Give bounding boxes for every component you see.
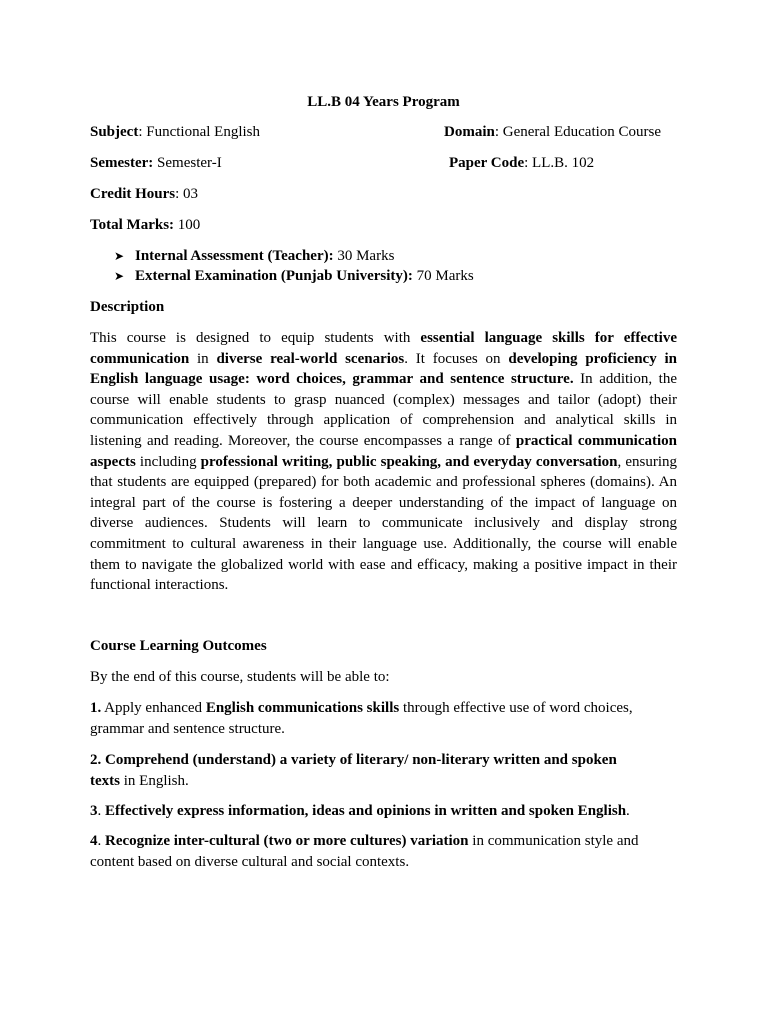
description-paragraph: This course is designed to equip students with essential language skills for effective communication in diverse real-world scenarios. It focuses on developing proficiency in English language usage: word choices, grammar and sentence structure. In addition, the course will enable students to grasp nuanced (complex) messages and tailor (adopt) their communication effectively through application of comprehension and analytical skills in listening and reading. Moreover, the course encompasses a range of practical communication aspects including professional writing, public speaking, and everyday conversation, ensuring that students are equipped (prepared) for both academic and professional spheres (domains). An integral part of the course is fostering a deeper understanding of the impact of language on diverse audiences. Students will learn to communicate inclusively and display strong commitment to cultural awareness in their language use. Additionally, the course will enable them to navigate the globalized world with ease and efficacy, making a positive impact in their functional interactions. [90,330,678,594]
total-marks-value: 100 [174,217,201,233]
credit-hours-value: : 03 [175,186,199,202]
domain-label: Domain [444,124,495,140]
outcome-item: 4. Recognize inter-cultural (two or more cultures) variation in communication style and content based on diverse cultural and social contexts. [90,833,639,870]
semester-label: Semester: [90,155,154,171]
outcomes-heading: Course Learning Outcomes [90,638,267,654]
assessment-value: 70 Marks [412,268,474,284]
paper-code-line [449,154,594,172]
assessment-item [114,266,474,286]
semester-value: Semester-I [153,155,222,171]
outcome-item: 3. Effectively express information, ideas and opinions in written and spoken English. [90,803,630,819]
paper-code-value: : LL.B. 102 [524,155,595,171]
credit-hours-line [90,185,198,203]
credit-hours-label: Credit Hours [90,186,176,202]
subject-value: : Functional English [138,124,261,140]
outcomes-intro: By the end of this course, students will be able to: [90,669,390,685]
total-marks-label: Total Marks: [90,217,175,233]
total-marks-line [90,216,200,234]
subject-label: Subject [90,124,139,140]
assessment-label: External Examination (Punjab University): [135,268,413,284]
page-title: LL.B 04 Years Program [307,94,460,110]
assessment-label: Internal Assessment (Teacher): [135,248,334,264]
domain-line [444,123,661,141]
arrowhead-bullet-icon: ➤ [114,249,125,263]
domain-value: : General Education Course [494,124,662,140]
assessment-item [114,246,394,266]
assessment-value: 30 Marks [333,248,395,264]
paper-code-label: Paper Code [449,155,525,171]
description-heading: Description [90,299,165,315]
outcome-item: 1. Apply enhanced English communications skills through effective use of word choices, grammar and sentence structure. [90,700,633,737]
subject-line [90,123,260,141]
semester-line [90,154,222,172]
arrowhead-bullet-icon: ➤ [114,269,125,283]
outcome-item: 2. Comprehend (understand) a variety of literary/ non-literary written and spoken texts in English. [90,752,617,789]
